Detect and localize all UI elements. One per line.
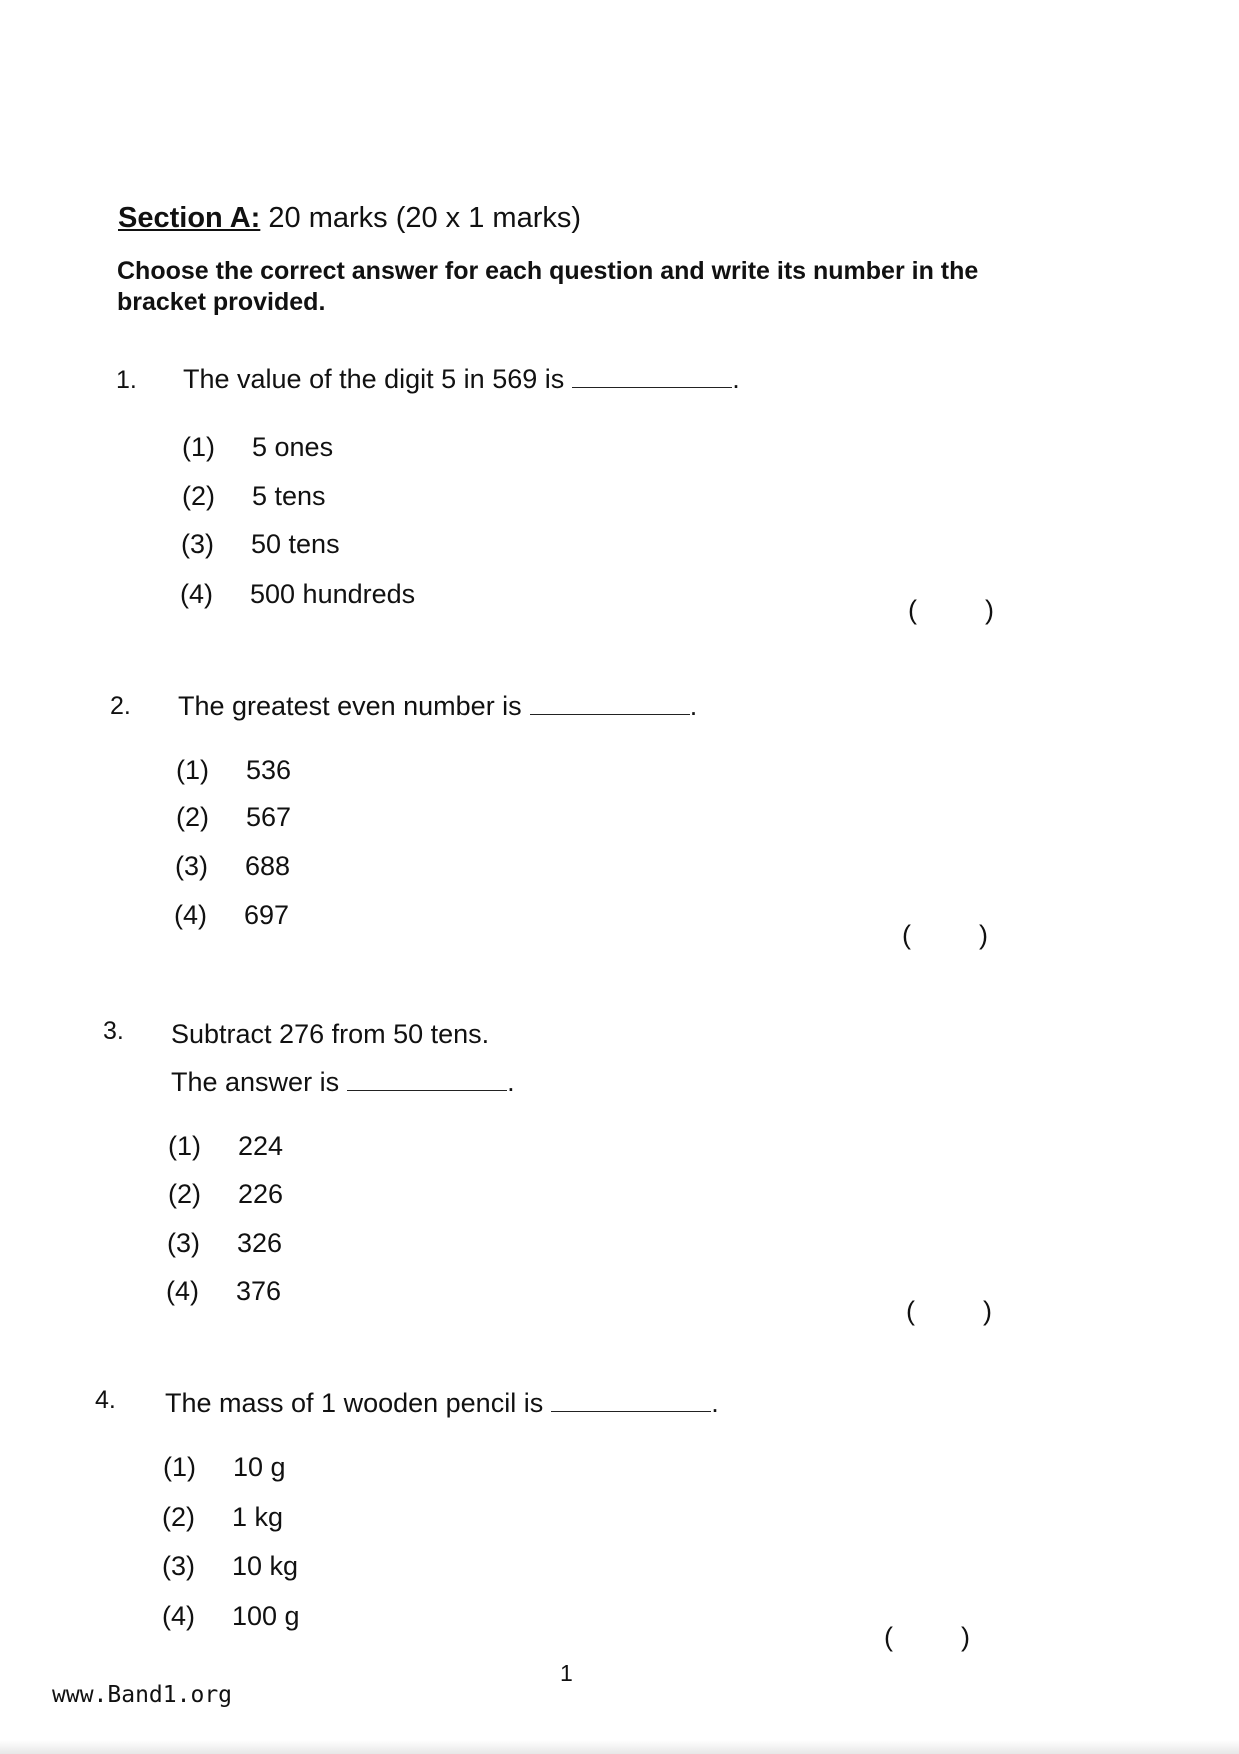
instructions: Choose the correct answer for each question and write its number in the bracket provided. [117,257,979,316]
answer-bracket[interactable]: ( ) [906,1296,992,1326]
answer-blank [572,365,732,388]
answer-blank [347,1068,507,1091]
question-number: 4. [95,1386,116,1414]
footer-url: www.Band1.org [52,1682,233,1708]
option-2: (2) 567 [176,802,292,832]
answer-blank [530,692,690,715]
section-marks: 20 marks (20 x 1 marks) [260,202,582,234]
option-4: (4) 100 g [162,1601,300,1631]
question-number: 2. [110,692,131,720]
section-label: Section A: [118,202,261,234]
option-3: (3) 50 tens [181,529,340,559]
question-number: 3. [103,1017,124,1045]
page-number: 1 [560,1660,573,1686]
answer-bracket[interactable]: ( ) [884,1622,970,1652]
answer-bracket[interactable]: ( ) [908,595,994,625]
option-2: (2) 226 [168,1179,284,1209]
option-1: (1) 536 [176,755,292,785]
option-4: (4) 376 [166,1276,282,1306]
option-1: (1) 224 [168,1131,284,1161]
option-4: (4) 697 [174,900,290,930]
option-3: (3) 688 [175,851,291,881]
option-3: (3) 326 [167,1228,283,1258]
option-4: (4) 500 hundreds [180,579,416,609]
question-text: The greatest even number is . [178,691,698,721]
answer-bracket[interactable]: ( ) [902,920,988,950]
question-number: 1. [116,366,137,394]
question-text: The value of the digit 5 in 569 is . [183,364,740,394]
question-text: The mass of 1 wooden pencil is . [165,1388,719,1418]
option-3: (3) 10 kg [162,1551,299,1581]
scan-edge [0,1740,1239,1754]
option-1: (1) 10 g [163,1452,286,1482]
option-2: (2) 1 kg [162,1502,284,1532]
answer-blank [551,1389,711,1412]
question-text-line-2: The answer is . [171,1067,515,1097]
option-2: (2) 5 tens [182,481,326,511]
question-text: Subtract 276 from 50 tens. [171,1019,490,1049]
section-title [118,202,581,235]
option-1: (1) 5 ones [182,432,334,462]
